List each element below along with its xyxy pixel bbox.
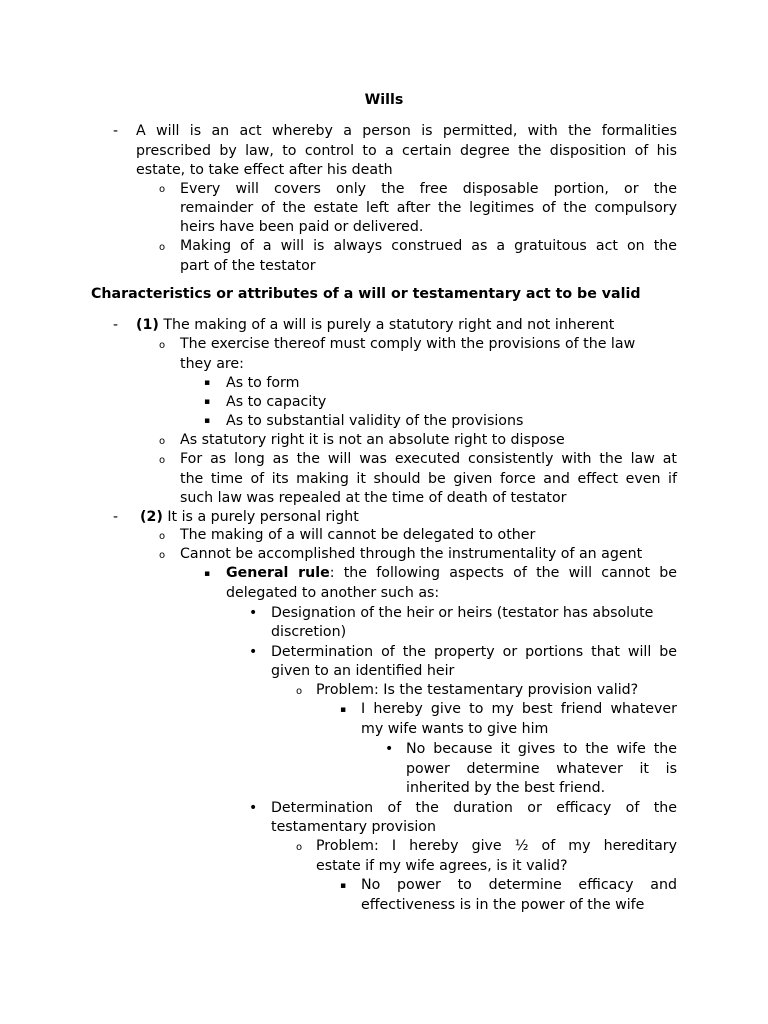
bullet3-line: Determination of the duration or efficacy of the [271, 800, 677, 816]
circle-marker: o [159, 242, 166, 253]
page-title: Wills [364, 92, 404, 108]
item1-list-item: As to form [226, 375, 300, 391]
item1-sub2-line: As statutory right it is not an absolute right to dispose [180, 432, 565, 448]
circle-marker: o [159, 436, 166, 447]
intro-sub-line: heirs have been paid or delivered. [180, 219, 424, 235]
item2-number: (2) [140, 509, 163, 525]
intro-line: estate, to take effect after his death [136, 162, 393, 178]
item1-sub1-line: The exercise thereof must comply with the provisions of the law [180, 336, 636, 352]
square-marker: ▪ [340, 881, 347, 891]
general-rule-line [226, 564, 677, 584]
bullet1-line: discretion) [271, 624, 347, 640]
answer1-line: inherited by the best friend. [406, 780, 606, 796]
circle-marker: o [296, 686, 303, 697]
bullet-marker: • [385, 741, 394, 757]
item1-number: (1) [136, 317, 159, 333]
item1-text: The making of a will is purely a statutory right and not inherent [158, 317, 615, 333]
bullet1-line: Designation of the heir or heirs (testator has absolute [271, 605, 654, 621]
intro-line: A will is an act whereby a person is permitted, with the formalities [136, 123, 677, 139]
square-marker: ▪ [204, 416, 211, 426]
item2-sub2-line: Cannot be accomplished through the instrumentality of an agent [180, 546, 643, 562]
general-rule-label: General rule [226, 565, 330, 581]
item1-sub1-line: they are: [180, 356, 244, 372]
bullet-marker: • [249, 605, 258, 621]
item2-line [140, 508, 359, 528]
intro-sub-line: part of the testator [180, 258, 316, 274]
item2-sub1-line: The making of a will cannot be delegated to other [180, 527, 536, 543]
section-heading: Characteristics or attributes of a will or testamentary act to be valid [91, 286, 641, 302]
item1-list-item: As to capacity [226, 394, 327, 410]
bullet-marker: • [249, 800, 258, 816]
circle-marker: o [159, 340, 166, 351]
item1-list-item: As to substantial validity of the provisions [226, 413, 524, 429]
bullet-marker: • [249, 644, 258, 660]
answer1-line: No because it gives to the wife the [406, 741, 677, 757]
answer2-line: No power to determine efficacy and [361, 877, 677, 893]
example1-line: I hereby give to my best friend whatever [361, 701, 677, 717]
dash-marker: - [113, 123, 119, 139]
circle-marker: o [159, 550, 166, 561]
square-marker: ▪ [204, 378, 211, 388]
item1-sub3-line: such law was repealed at the time of death of testator [180, 490, 567, 506]
circle-marker: o [296, 842, 303, 853]
circle-marker: o [159, 531, 166, 542]
dash-marker: - [113, 509, 119, 525]
circle-marker: o [159, 184, 166, 195]
bullet2-line: given to an identified heir [271, 663, 455, 679]
intro-line: prescribed by law, to control to a certain degree the disposition of his [136, 143, 677, 159]
example1-line: my wife wants to give him [361, 721, 549, 737]
item1-sub3-line: For as long as the will was executed consistently with the law at [180, 451, 677, 467]
intro-sub-line: Every will covers only the free disposable portion, or the [180, 181, 677, 197]
problem1-line: Problem: Is the testamentary provision valid? [316, 682, 639, 698]
bullet2-line: Determination of the property or portions that will be [271, 644, 677, 660]
circle-marker: o [159, 455, 166, 466]
general-rule-text: : the following aspects of the will cannot be [329, 565, 678, 581]
problem2-line: estate if my wife agrees, is it valid? [316, 858, 568, 874]
answer1-line: power determine whatever it is [406, 761, 677, 777]
square-marker: ▪ [340, 705, 347, 715]
item1-line [136, 316, 614, 336]
square-marker: ▪ [204, 397, 211, 407]
answer2-line: effectiveness is in the power of the wife [361, 897, 645, 913]
general-rule-line: delegated to another such as: [226, 585, 440, 601]
intro-sub-line: remainder of the estate left after the legitimes of the compulsory [180, 200, 677, 216]
intro-sub-line: Making of a will is always construed as a gratuitous act on the [180, 238, 677, 254]
square-marker: ▪ [204, 569, 211, 579]
item1-sub3-line: the time of its making it should be given force and effect even if [180, 471, 677, 487]
bullet3-line: testamentary provision [271, 819, 437, 835]
dash-marker: - [113, 317, 119, 333]
item2-text: It is a purely personal right [162, 509, 359, 525]
problem2-line: Problem: I hereby give ½ of my hereditary [316, 838, 677, 854]
